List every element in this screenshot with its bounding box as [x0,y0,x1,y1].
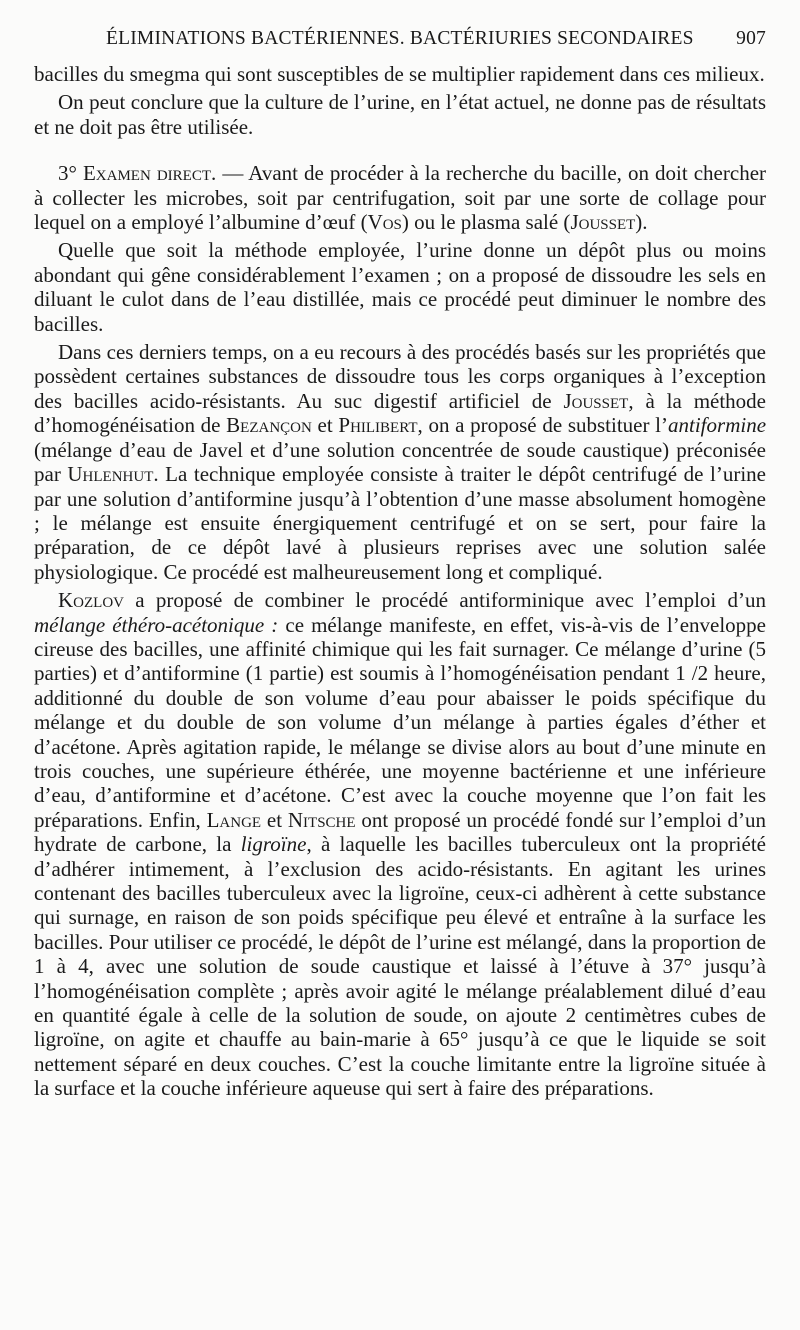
italic-term: antiformine [668,413,767,438]
text-run: — Avant de procéder à la recherche du bacille, on doit chercher à collecter les microbes, soit par centrifugation, soit par une sorte de collage pour lequel on a employé l’albumine d’œuf ( [34,161,767,235]
text-run: , à laquelle les bacilles tuberculeux ont la propriété d’adhérer intimement, à l’exclusion des acido-résistants. En agitant les urines contenant des bacilles tuberculeux avec la ligroïne, ceux-ci adhèrent à cette substance qui surnage, en raison de son poids spécifique peu élevé et entraîne à la surface les bacilles. Pour utiliser ce procédé, le dépôt de l’urine est mélangé, dans la proportion de 1 à 4, avec une solution de soude caustique et laissé à l’étuve à 37° jusqu’à l’homogénéisation complète ; après avoir agité le mélange préalablement dilué d’eau en quantité égale à celle de la solution de soude, on ajoute 2 centimètres cubes de ligroïne, on agite et chauffe au bain-marie à 65° jusqu’à ce que le liquide se soit nettement séparé en deux couches. C’est la couche limitante entre la ligroïne située à la surface et la couche inférieure aqueuse qui sert à faire des préparations. [34,832,766,1101]
author-name: Jousset [563,388,629,413]
page-number: 907 [736,28,766,49]
author-name: Philibert [338,413,418,438]
section-heading: Examen direct. [82,161,217,186]
author-name: Nitsche [287,807,356,832]
text-run: ce mélange manifeste, en effet, vis-à-vis de l’enveloppe cireuse des bacilles, une affinité chimique qui les fait surnager. Ce mélange d’urine (5 parties) et d’antiformine (1 partie) est soumis à l’homogénéisation pendant 1 /2 heure, additionné du double de son volume d’eau pour abaisser le poids spécifique du mélange et du double de son volume d’un mélange à parties égales d’éther et d’acétone. Après agitation rapide, le mélange se divise alors au bout d’une minute en trois couches, une supérieure éthérée, une moyenne bactérienne et une inférieure d’eau, d’antiformine et d’acétone. C’est avec la couche moyenne que l’on fait les préparations. Enfin, [34,612,766,832]
author-name: Vos [367,210,402,235]
paragraph-continuation: bacilles du smegma qui sont susceptibles de se multiplier rapidement dans ces milieux. [34,62,765,86]
italic-term: mélange éthéro-acétonique : [34,612,279,637]
author-name: Kozlov [58,588,124,613]
text-run: . La technique employée consiste à traiter le dépôt centrifugé de l’urine par une solution d’antiformine jusqu’à l’obtention d’une masse absolument homogène ; le mélange est ensuite énergiquement centrifugé et on se sert, pour faire la préparation, de ce dépôt lavé à plusieurs reprises avec une solution salée physiologique. Ce procédé est malheureusement long et compliqué. [34,462,766,584]
page-header [34,28,766,50]
text-run: et [311,413,339,438]
text-run: ) ou le plasma salé ( [401,210,571,235]
italic-term: ligroïne [240,832,307,857]
paragraph-depot: Quelle que soit la méthode employée, l’urine donne un dépôt plus ou moins abondant qui gêne considérablement l’examen ; on a proposé de dissoudre les sels en diluant le culot dans de l’eau distillée, mais ce procédé peut diminuer le nombre des bacilles. [34,238,766,336]
text-run: , à la méthode d’homogénéisation de [34,388,766,438]
paragraph-examen-direct [34,161,766,234]
text-run: (mélange d’eau de Javel et d’une solution concentrée de soude caustique) préconisée par [34,437,766,487]
text-run: a proposé de combiner le procédé antiforminique avec l’emploi d’un [124,588,766,613]
author-name: Lange [206,807,262,832]
author-name: Bezançon [226,413,312,438]
author-name: Uhlenhut [67,462,154,487]
text-run: Dans ces derniers temps, on a eu recours à des procédés basés sur les propriétés que possèdent certaines substances de dissoudre tous les corps organiques à l’exception des bacilles acido-résistants. Au suc digestif artificiel de [34,340,766,413]
paragraph-conclusion: On peut conclure que la culture de l’urine, en l’état actuel, ne donne pas de résultats et ne doit pas être utilisée. [34,90,766,139]
paragraph-antiformine [34,340,766,584]
section-number: 3° [58,161,77,186]
text-run: ). [635,210,648,235]
text-run: ont proposé un procédé fondé sur l’emploi d’un hydrate de carbone, la [34,807,767,857]
paragraph-kozlov [34,588,766,1101]
text-run: et [261,807,288,832]
running-title: ÉLIMINATIONS BACTÉRIENNES. BACTÉRIURIES SECONDAIRES [106,28,694,49]
body-text [34,62,766,1101]
author-name: Jousset [570,210,636,235]
text-run: , on a proposé de substituer l’ [417,413,669,438]
